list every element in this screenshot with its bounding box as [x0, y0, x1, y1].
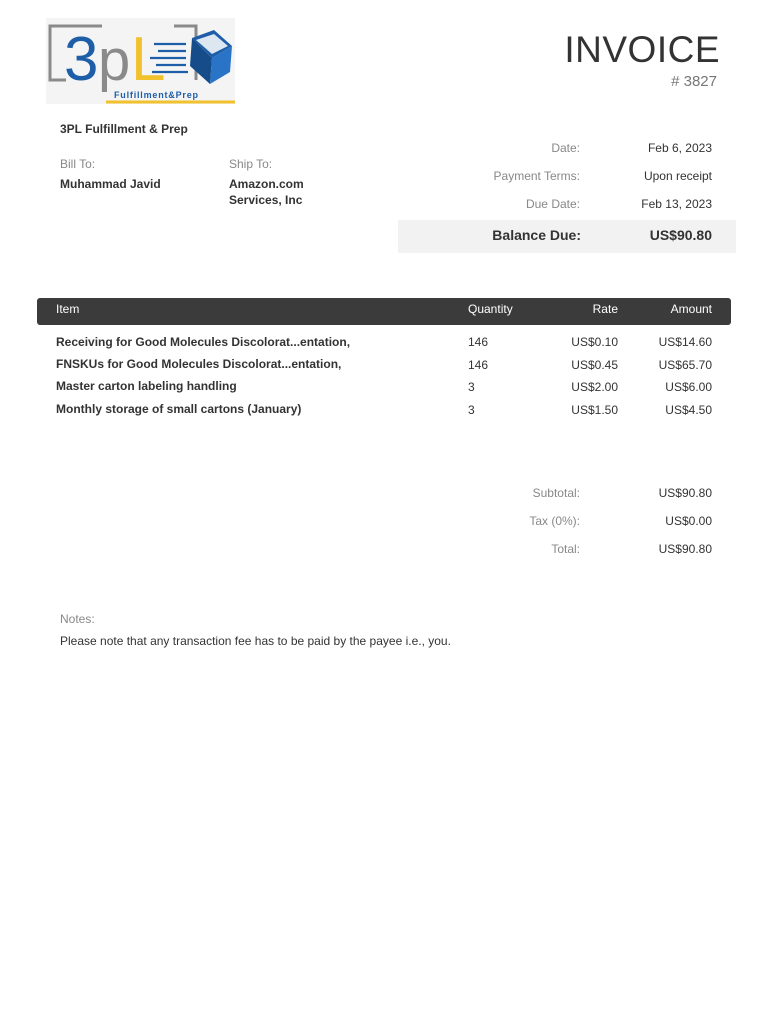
date-value: Feb 6, 2023 — [647, 141, 712, 155]
tax-label: Tax (0%): — [529, 514, 580, 528]
items-table-header — [37, 298, 731, 325]
svg-text:L: L — [131, 25, 166, 94]
row-rate: US$0.45 — [571, 358, 618, 372]
ship-to-line2: Services, Inc — [229, 193, 303, 207]
row-rate: US$0.10 — [571, 335, 618, 349]
row-quantity: 146 — [468, 358, 489, 372]
row-item: FNSKUs for Good Molecules Discolorat...entation, — [56, 357, 342, 371]
logo-tagline: Fulfillment&Prep — [114, 90, 199, 100]
invoice-title: INVOICE — [564, 29, 720, 70]
invoice-number: # 3827 — [671, 73, 717, 90]
payment-terms-label: Payment Terms: — [493, 169, 580, 183]
header-quantity: Quantity — [468, 302, 513, 316]
header-rate: Rate — [592, 302, 618, 316]
svg-text:p: p — [98, 28, 131, 93]
notes-text: Please note that any transaction fee has to be paid by the payee i.e., you. — [60, 634, 451, 648]
row-quantity: 3 — [468, 403, 475, 417]
row-quantity: 3 — [468, 380, 475, 394]
row-item: Receiving for Good Molecules Discolorat...entation, — [56, 335, 351, 349]
tax-value: US$0.00 — [665, 514, 712, 528]
row-item: Master carton labeling handling — [56, 379, 237, 393]
row-amount: US$65.70 — [658, 358, 712, 372]
company-logo — [46, 18, 235, 104]
due-date-value: Feb 13, 2023 — [641, 197, 712, 211]
ship-to-line1: Amazon.com — [229, 177, 304, 191]
row-rate: US$1.50 — [571, 403, 618, 417]
company-name: 3PL Fulfillment & Prep — [60, 122, 188, 136]
row-item: Monthly storage of small cartons (January) — [56, 402, 302, 416]
balance-due-label: Balance Due: — [492, 227, 581, 243]
row-amount: US$4.50 — [665, 403, 712, 417]
row-rate: US$2.00 — [571, 380, 618, 394]
total-label: Total: — [551, 542, 580, 556]
header-amount: Amount — [670, 302, 712, 316]
ship-to-label: Ship To: — [229, 157, 273, 171]
notes-label: Notes: — [60, 612, 95, 626]
header-item: Item — [56, 302, 80, 316]
due-date-label: Due Date: — [525, 197, 580, 211]
bill-to-name: Muhammad Javid — [60, 177, 161, 191]
svg-text:3: 3 — [64, 25, 99, 94]
bill-to-label: Bill To: — [60, 157, 96, 171]
payment-terms-value: Upon receipt — [643, 169, 712, 183]
subtotal-label: Subtotal: — [532, 486, 580, 500]
total-value: US$90.80 — [658, 542, 712, 556]
row-amount: US$6.00 — [665, 380, 712, 394]
balance-due-value: US$90.80 — [649, 227, 712, 243]
row-quantity: 146 — [468, 335, 489, 349]
row-amount: US$14.60 — [658, 335, 712, 349]
subtotal-value: US$90.80 — [658, 486, 712, 500]
date-label: Date: — [551, 141, 580, 155]
